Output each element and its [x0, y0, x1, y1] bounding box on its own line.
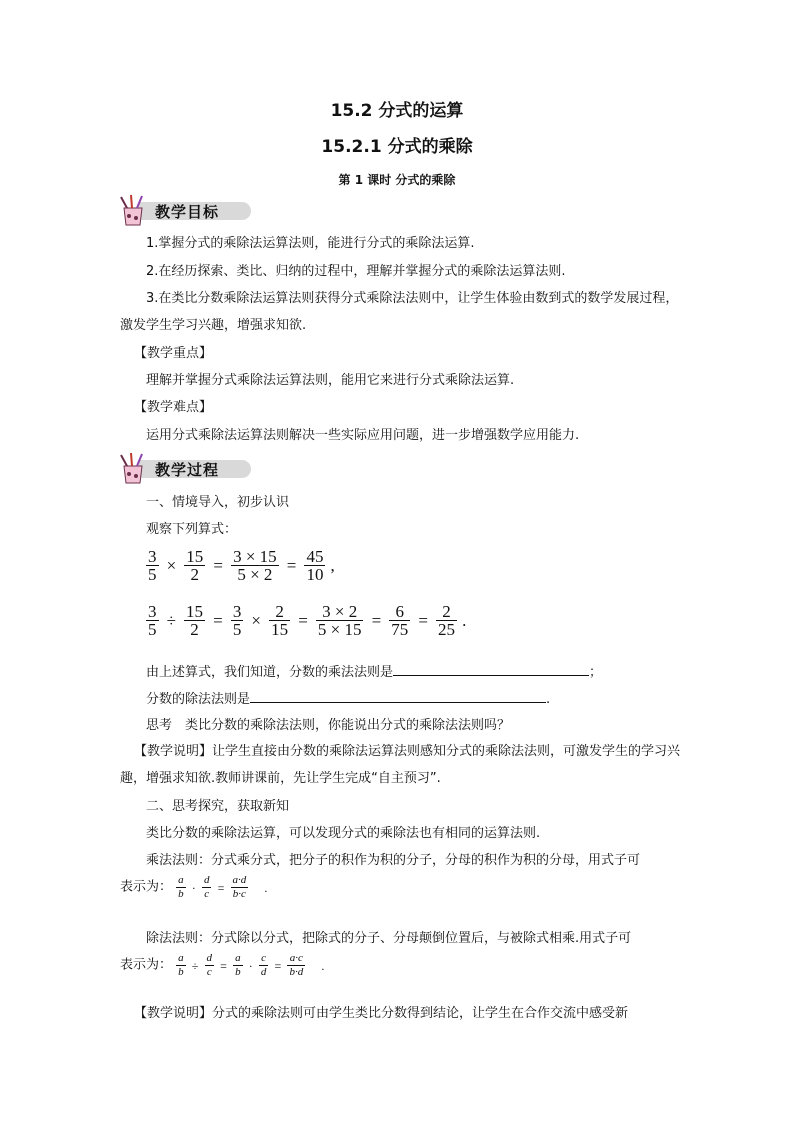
mult-formula-line: 表示为： $\frac{a}{b}$ · $\frac{d}{c}$ = $\frac{a\cdot d}{b\cdot c}$ .: [120, 874, 268, 900]
fraction: $\frac{a\cdot c}{b\cdot d}$: [289, 952, 304, 978]
objective-item-1: 1.掌握分式的乘除法运算法则，能进行分式的乘除法运算.: [146, 236, 475, 251]
equals-sign: =: [274, 958, 282, 973]
difficulty-text: 运用分式乘除法运算法则解决一些实际应用问题，进一步增强数学应用能力.: [146, 428, 580, 443]
divide-sign: ÷: [166, 610, 176, 630]
fraction: $\frac{2}{15}$: [271, 602, 289, 639]
equals-sign: =: [213, 555, 223, 575]
part2-heading: 二、思考探究，获取新知: [146, 799, 290, 814]
objectives-badge: [117, 194, 257, 228]
fraction: $\frac{15}{2}$: [186, 602, 204, 639]
equals-sign: =: [217, 880, 225, 895]
period: .: [321, 958, 325, 973]
div-rule-blank-line: 分数的除法法则是 .: [146, 688, 706, 710]
fraction: $\frac{d}{c}$: [203, 874, 210, 900]
difficulty-heading: 【教学难点】: [134, 400, 213, 415]
mult-law-text: 乘法法则：分式乘分式，把分子的积作为积的分子，分母的积作为积的分母，用式子可: [146, 853, 641, 868]
times-sign: ×: [166, 555, 177, 575]
fraction: $\frac{3 \times 2}{5 \times 15}$: [317, 602, 362, 639]
answer-blank[interactable]: [250, 688, 546, 703]
period: .: [264, 880, 268, 895]
dot-operator: ·: [191, 880, 196, 895]
fraction-equation-1: [146, 548, 335, 583]
fraction: $\frac{a}{b}$: [178, 874, 184, 900]
fraction: $\frac{3}{5}$: [232, 602, 242, 639]
teaching-note-2: 【教学说明】分式的乘除法则可由学生类比分数得到结论，让学生在合作交流中感受新: [134, 1006, 629, 1021]
fraction: $\frac{3 \times 15}{5 \times 2}$: [233, 547, 277, 584]
fraction: $\frac{c}{d}$: [260, 952, 267, 978]
objective-item-2: 2.在经历探索、类比、归纳的过程中，理解并掌握分式的乘除法运算法则.: [146, 264, 566, 279]
equals-sign: =: [213, 610, 223, 630]
objective-item-3: 3.在类比分数乘除法运算法则获得分式乘除法法则中，让学生体验由数到式的数学发展过程，激发学生学习兴趣，增强求知欲.: [120, 291, 679, 333]
fraction: $\frac{2}{25}$: [438, 602, 456, 639]
section-title: 15.2 分式的运算: [330, 101, 464, 121]
fraction: $\frac{a}{b}$: [178, 952, 184, 978]
fraction: $\frac{a\cdot d}{b\cdot c}$: [232, 874, 247, 900]
fraction: $\frac{d}{c}$: [206, 952, 213, 978]
equals-sign: =: [298, 610, 308, 630]
fraction: $\frac{15}{2}$: [186, 547, 204, 584]
lesson-title: 第 1 课时 分式的乘除: [338, 173, 456, 187]
period: .: [462, 610, 467, 630]
pencil-pot-icon: [117, 194, 153, 228]
fraction-equation-2: [146, 603, 466, 638]
divide-sign: ÷: [191, 958, 199, 973]
observe-text: 观察下列算式：: [146, 522, 238, 537]
teaching-note-1: 【教学说明】让学生直接由分数的乘除法运算法则感知分式的乘除法法则，可激发学生的学习兴趣，增强求知欲.教师讲课前，先让学生完成“自主预习”.: [120, 744, 681, 786]
process-badge-label: 教学过程: [155, 461, 220, 479]
dot-operator: ·: [248, 958, 253, 973]
equals-sign: =: [371, 610, 382, 630]
answer-blank[interactable]: [393, 661, 589, 676]
subsection-title: 15.2.1 分式的乘除: [321, 137, 473, 157]
fraction: $\frac{3}{5}$: [148, 602, 157, 639]
mult-rule-blank-line: 由上述算式，我们知道，分数的乘法法则是 ；: [146, 661, 706, 683]
process-badge: [117, 452, 257, 486]
div-formula-line: 表示为： $\frac{a}{b}$ ÷ $\frac{d}{c}$ = $\frac{a}{b}$ · $\frac{c}{d}$ = $\frac{a\cdot c}{b\cdot d}$ .: [120, 952, 325, 978]
fraction: $\frac{3}{5}$: [148, 547, 157, 584]
pencil-pot-icon: [117, 452, 153, 486]
equals-sign: =: [220, 958, 227, 973]
part1-heading: 一、情境导入，初步认识: [146, 495, 290, 510]
fraction: $\frac{a}{b}$: [235, 952, 241, 978]
comma: ,: [330, 555, 335, 575]
equals-sign: =: [418, 610, 428, 630]
div-law-text: 除法法则：分式除以分式，把除式的分子、分母颠倒位置后，与被除式相乘.用式子可: [146, 931, 632, 946]
fraction: $\frac{45}{10}$: [306, 547, 324, 584]
objectives-badge-label: 教学目标: [155, 203, 220, 221]
fraction: $\frac{6}{75}$: [391, 602, 409, 639]
key-point-text: 理解并掌握分式乘除法运算法则，能用它来进行分式乘除法运算.: [146, 373, 515, 388]
key-point-heading: 【教学重点】: [134, 346, 213, 361]
think-text: 思考 类比分数的乘除法法则，你能说出分式的乘除法法则吗？: [146, 718, 511, 733]
equals-sign: =: [286, 555, 297, 575]
analogy-text: 类比分数的乘除法运算，可以发现分式的乘除法也有相同的运算法则.: [146, 826, 541, 841]
times-sign: ×: [251, 610, 261, 630]
